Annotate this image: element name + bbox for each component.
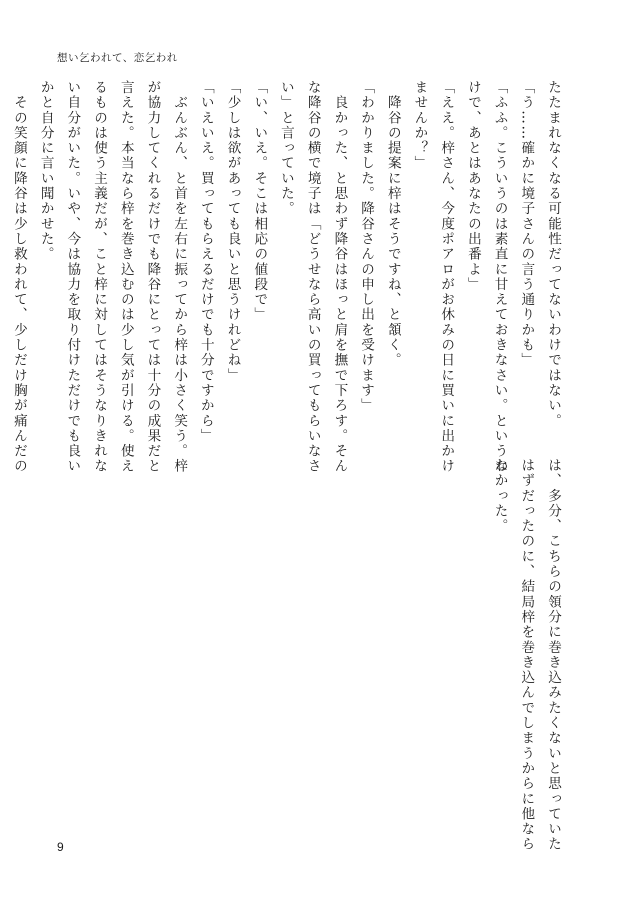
text-line: かと自分に言い聞かせた。 — [37, 80, 54, 262]
text-line: その笑顔に降谷は少し救われて、少しだけ胸が痛んだの — [10, 80, 27, 474]
text-line: 「い、いえ。そこは相応の値段で」 — [251, 80, 268, 323]
text-line: 「う……確かに境子さんの言う通りかも」 — [518, 80, 535, 368]
running-header-title: 想い乞われて、恋乞われ — [57, 52, 178, 64]
text-line: 降谷の提案に梓はそうですね、と頷く。 — [384, 80, 401, 368]
page-number: 9 — [57, 840, 64, 854]
text-line: るものは使う主義だが、こと梓に対してはそうなりきれな — [91, 80, 108, 474]
text-line: が協力してくれるだけでも降谷にとっては十分の成果だと — [144, 80, 161, 474]
vertical-text-block-lower — [480, 458, 566, 852]
text-line: は、多分、こちらの領分に巻き込みたくないと思っていた — [545, 458, 561, 852]
text-line: 「いえいえ。買ってもらえるだけでも十分ですから」 — [197, 80, 214, 444]
text-line: い」と言っていた。 — [277, 80, 294, 217]
text-line: はずだったのに、結局梓を巻き込んでしまうからに他なら — [518, 458, 535, 852]
text-line: ぶんぶん、と首を左右に振ってから梓は小さく笑う。梓 — [171, 80, 188, 474]
text-line: 「わかりました。降谷さんの申し出を受けます」 — [358, 80, 375, 414]
text-line: なかった。 — [491, 458, 508, 534]
text-line: 「ふふ。こういうのは素直に甘えておきなさい。というわ — [491, 80, 508, 474]
text-line: 「ええ。梓さん、今度ポアロがお休みの日に買いに出かけ — [438, 80, 455, 474]
text-line: 言えた。本当なら梓を巻き込むのは少し気が引ける。使え — [117, 80, 134, 474]
text-line: い自分がいた。いや、今は協力を取り付けただけでも良い — [64, 80, 81, 474]
text-line: 「少しは欲があっても良いと思うけれどね」 — [224, 80, 241, 383]
text-line: 良かった、と思わず降谷はほっと肩を撫で下ろす。そん — [331, 80, 348, 474]
text-line: ませんか？」 — [411, 80, 428, 171]
vertical-text-block-upper — [10, 80, 566, 474]
text-line: な降谷の横で境子は「どうせなら高いの買ってもらいなさ — [304, 80, 321, 474]
text-line: けで、あとはあなたの出番よ」 — [464, 80, 481, 293]
text-line: たたまれなくなる可能性だってないわけではない。 — [545, 80, 561, 429]
